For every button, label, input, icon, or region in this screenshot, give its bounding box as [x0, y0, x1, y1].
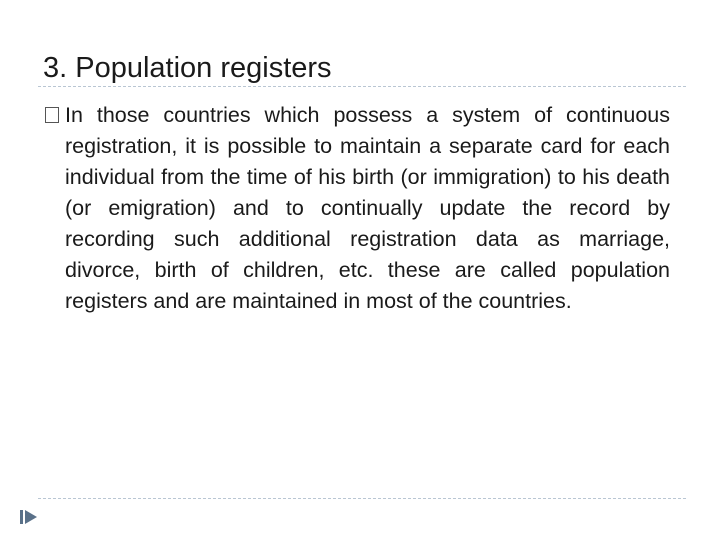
footer-divider — [38, 498, 686, 499]
square-bullet-icon — [45, 107, 59, 123]
forward-arrow-icon[interactable] — [19, 507, 39, 527]
bullet-paragraph: In those countries which possess a system of continuous registration, it is possible to maintain a separate card for each individual from the time of his birth (or immigration) to his death (or emigration) and to continually update the record by recording such additional registration data as marriage, divorce, birth of children, etc. these are called population registers and are maintained in most of the countries. — [65, 103, 670, 313]
slide-title: 3. Population registers — [43, 52, 332, 84]
title-divider — [38, 86, 686, 87]
